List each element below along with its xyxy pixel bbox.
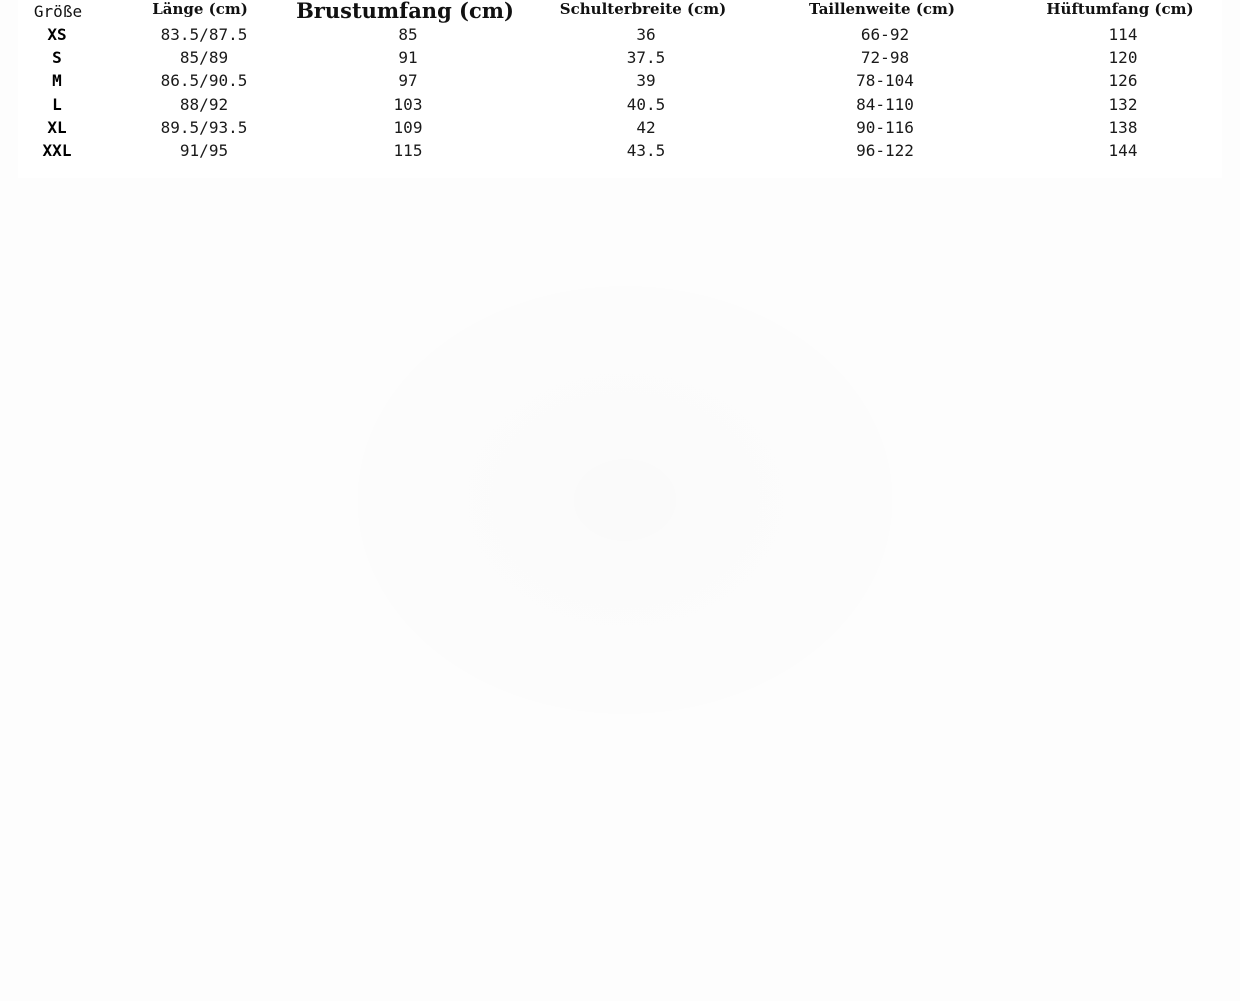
length-cell: 88/92 <box>179 95 229 114</box>
hip-cell: 120 <box>1108 48 1138 67</box>
shoulder-cell: 43.5 <box>626 141 666 160</box>
size-cell: XXL <box>42 141 72 160</box>
size-cell: XL <box>47 118 67 137</box>
hip-cell: 126 <box>1108 71 1138 90</box>
shoulder-cell: 37.5 <box>626 48 666 67</box>
header-length: Länge (cm) <box>152 0 248 18</box>
hip-cell: 132 <box>1108 95 1138 114</box>
header-hip: Hüftumfang (cm) <box>1046 0 1194 18</box>
chest-cell: 91 <box>398 48 418 67</box>
size-cell: S <box>52 48 62 67</box>
length-cell: 86.5/90.5 <box>160 71 248 90</box>
size-chart-table <box>18 0 1222 178</box>
background-watermark <box>300 240 950 760</box>
waist-cell: 96-122 <box>856 141 914 160</box>
hip-cell: 144 <box>1108 141 1138 160</box>
shoulder-cell: 42 <box>636 118 656 137</box>
header-shoulder: Schulterbreite (cm) <box>559 0 727 18</box>
chest-cell: 97 <box>398 71 418 90</box>
length-cell: 89.5/93.5 <box>160 118 248 137</box>
chest-cell: 85 <box>398 25 418 44</box>
length-cell: 91/95 <box>179 141 229 160</box>
header-chest: Brustumfang (cm) <box>296 0 514 23</box>
size-cell: XS <box>47 25 67 44</box>
header-size: Größe <box>33 2 83 21</box>
size-cell: M <box>52 71 62 90</box>
waist-cell: 72-98 <box>860 48 910 67</box>
waist-cell: 84-110 <box>856 95 914 114</box>
waist-cell: 66-92 <box>860 25 910 44</box>
waist-cell: 78-104 <box>856 71 914 90</box>
length-cell: 85/89 <box>179 48 229 67</box>
shoulder-cell: 36 <box>636 25 656 44</box>
chest-cell: 109 <box>393 118 423 137</box>
hip-cell: 114 <box>1108 25 1138 44</box>
hip-cell: 138 <box>1108 118 1138 137</box>
waist-cell: 90-116 <box>856 118 914 137</box>
length-cell: 83.5/87.5 <box>160 25 248 44</box>
shoulder-cell: 39 <box>636 71 656 90</box>
size-cell: L <box>52 95 62 114</box>
header-waist: Taillenweite (cm) <box>808 0 956 18</box>
chest-cell: 103 <box>393 95 423 114</box>
chest-cell: 115 <box>393 141 423 160</box>
shoulder-cell: 40.5 <box>626 95 666 114</box>
